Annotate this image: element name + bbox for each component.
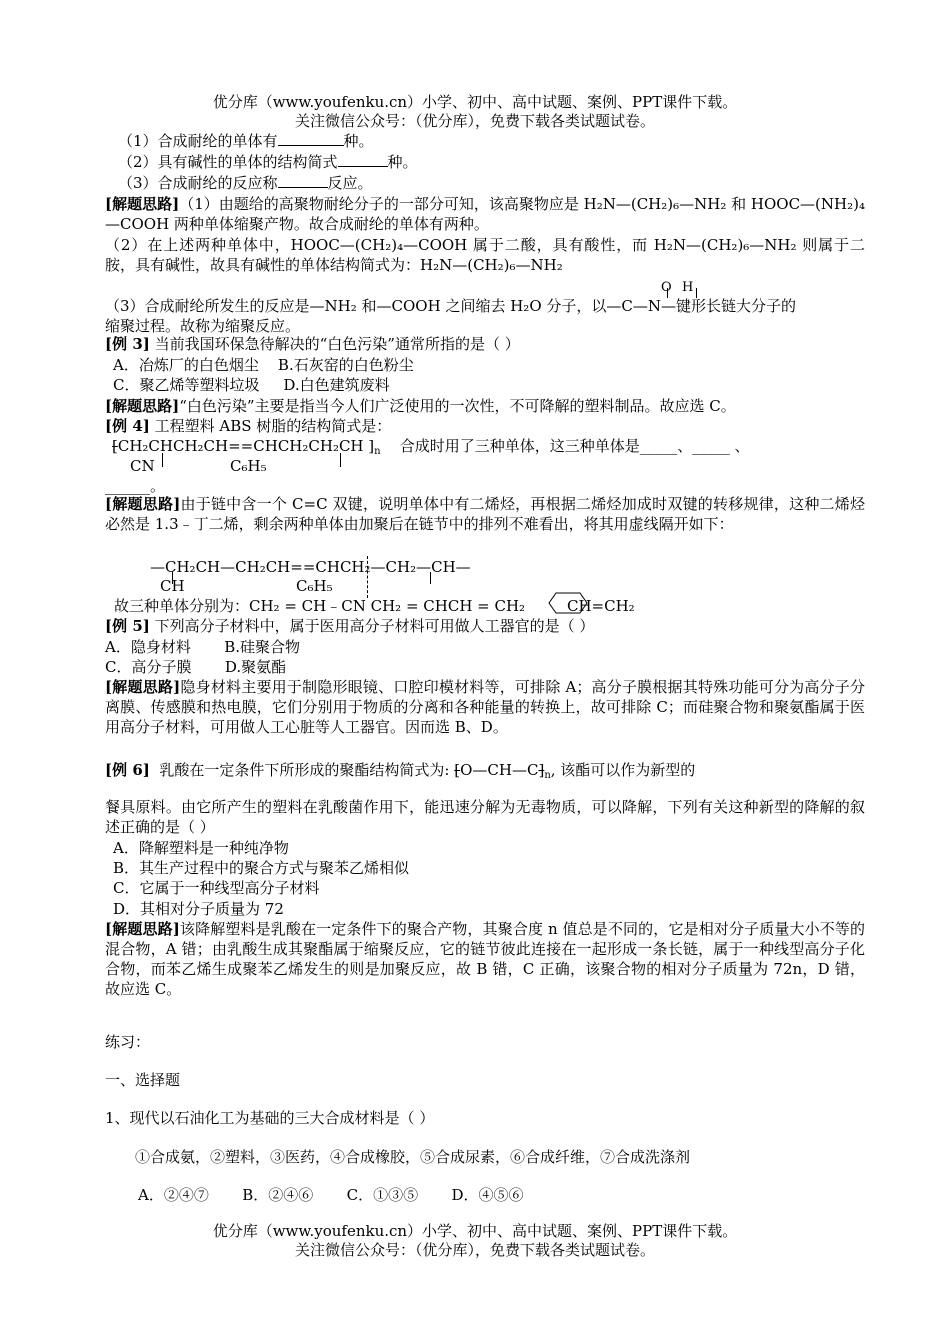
page-header-line2: 关注微信公众号：（优分库），免费下载各类试题试卷。 [294,112,655,130]
ex2-analysis-p3b: 缩聚过程。故称为缩聚反应。 [105,317,301,335]
ex3-options-cd: C．聚乙烯等塑料垃圾 D.白色建筑废料 [113,376,390,394]
cn-group: CN [130,457,155,475]
hydrogen-label: H [682,280,694,295]
ex4-stem: [例 4] 工程塑料 ABS 树脂的结构简式是： [105,417,392,435]
bond-line [162,453,163,467]
ex3-analysis: [解题思路]“白色污染”主要是指当今人们广泛使用的一次性，不可降解的塑料制品。故应选 C。 [105,397,736,415]
ex4-blank: ______。 [105,477,166,495]
question-1: （1）合成耐纶的单体有 种。 [118,132,374,150]
oxygen-label: O [661,280,672,295]
ex6-stem: [例 6] 乳酸在一定条件下所形成的聚酯结构简式为: $[O—CH—C]_n$, 该酯可以作为新型的 [105,761,696,781]
ex6-option-a: A．降解塑料是一种纯净物 [113,839,289,857]
phenyl-group-b: C₆H₅ [296,577,333,595]
ex6-option-c: C．它属于一种线型高分子材料 [113,879,320,897]
practice-section: 一、选择题 [105,1071,181,1089]
ex5-options-cd: C．高分子膜 D.聚氨酯 [105,658,287,676]
practice-options: A．②④⑦ B．②④⑥ C．①③⑤ D．④⑤⑥ [138,1186,524,1204]
page-header-line1: 优分库（www.youfenku.cn）小学、初中、高中试题、案例、PPT课件下载。 [212,93,738,111]
ex6-analysis: [解题思路]该降解塑料是乳酸在一定条件下的聚合产物，其聚合度 n 值总是不同的，它是相对分子质量大小不等的混合物，A 错；由乳酸生成其聚酯属于缩聚反应，它的链节彼此连接在一起形成一条长链，属于一种线型高分子化合物，而苯乙烯生成聚苯乙烯发生的则是加聚反应，故 B 错，C 正确，该聚合物的相对分子质量为 72n，D 错，故应选 C。 [105,920,865,998]
ex4-monomers: 故三种单体分别为：CH₂ = CH﹣CN CH₂ = CHCH = CH₂ [114,597,526,615]
ex6-option-b: B．其生产过程中的聚合方式与聚苯乙烯相似 [113,859,410,877]
bond-line [430,572,431,584]
ch-group: CH [160,577,185,595]
split-dashed-line [367,556,368,598]
ex5-analysis: [解题思路]隐身材料主要用于制隐形眼镜、口腔印模材料等，可排除 A；高分子膜根据其特殊功能可分为高分子分离膜、传感膜和热电膜，它们分别用于物质的分离和各种能量的转换上，故可排除 C；而硅聚合物和聚氨酯属于医用高分子材料，可用做人工心脏等人工器官。因而选 B、D。 [105,678,865,736]
ex6-option-d: D．其相对分子质量为 72 [113,900,284,918]
ex3-stem: [例 3] 当前我国环保急待解决的“白色污染”通常所指的是（ ） [105,335,520,353]
question-3: （3）合成耐纶的反应称 反应。 [118,174,373,192]
ex2-analysis-p2: （2）在上述两种单体中，HOOC—(CH₂)₄—COOH 属于二酸，具有酸性，而 H₂N—(CH₂)₆—NH₂ 则属于二胺，具有碱性，故具有碱性的单体结构简式为：H₂N—(CH₂)₆—NH₂ [105,236,865,274]
ex5-stem: [例 5] 下列高分子材料中，属于医用高分子材料可用做人工器官的是（ ） [105,617,595,635]
answer-blank [278,173,328,188]
page-footer-line1: 优分库（www.youfenku.cn）小学、初中、高中试题、案例、PPT课件下载。 [212,1222,738,1240]
answer-blank [278,131,344,146]
styrene-vinyl: CH=CH₂ [567,597,635,615]
answer-blank [338,152,388,167]
practice-question-1: 1、现代以石油化工为基础的三大合成材料是（ ） [105,1109,435,1127]
bond-line [340,453,341,467]
ex2-analysis-p1: [解题思路]（1）由题给的高聚物耐纶分子的一部分可知，该高聚物应是 H₂N—(CH₂)₆—NH₂ 和 HOOC—(NH₂)₄—COOH 两种单体缩聚产物。故合成耐纶的单体有两种。 [105,195,865,233]
phenyl-group: C₆H₅ [230,457,267,475]
ex6-stem-continued: 餐具原料。由它所产生的塑料在乳酸菌作用下，能迅速分解为无毒物质，可以降解，下列有关这种新型的降解的叙述正确的是（ ） [105,798,865,836]
abs-formula: CH₂CHCH₂CH==CHCH₂CH₂CH [117,437,364,455]
polylactide-formula: O—CH—C [460,761,539,779]
degree-n: n [374,446,381,457]
ex4-split-formula: —CH₂CH—CH₂CH==CHCH₂—CH₂—CH— [150,558,471,576]
ex2-analysis-p3a: （3）合成耐纶所发生的反应是—NH₂ 和—COOH 之间缩去 H₂O 分子，以—C—N—键形长链大分子的 [105,297,796,315]
practice-items: ①合成氨，②塑料，③医药，④合成橡胶，⑤合成尿素，⑥合成纤维，⑦合成洗涤剂 [135,1148,691,1166]
ex5-options-ab: A．隐身材料 B.硅聚合物 [105,638,301,656]
question-2: （2）具有碱性的单体的结构简式 种。 [118,153,418,171]
ex3-options-ab: A．冶炼厂的白色烟尘 B.石灰窑的白色粉尘 [113,356,414,374]
ex4-analysis: [解题思路]由于链中含一个 C=C 双键，说明单体中有二烯烃，再根据二烯烃加成时双键的转移规律，这种二烯烃必然是 1.3﹣丁二烯，剩余两种单体由加聚后在链节中的排列不难看出，将其用虚线隔开如下： [105,495,865,533]
abs-formula-line: [CH₂CHCH₂CH==CHCH₂CH₂CH ]$_n$ 合成时用了三种单体，这三种单体是_____、_____ 、 [112,437,750,457]
page-footer-line2: 关注微信公众号：（优分库），免费下载各类试题试卷。 [294,1241,655,1259]
practice-title: 练习： [105,1033,151,1051]
